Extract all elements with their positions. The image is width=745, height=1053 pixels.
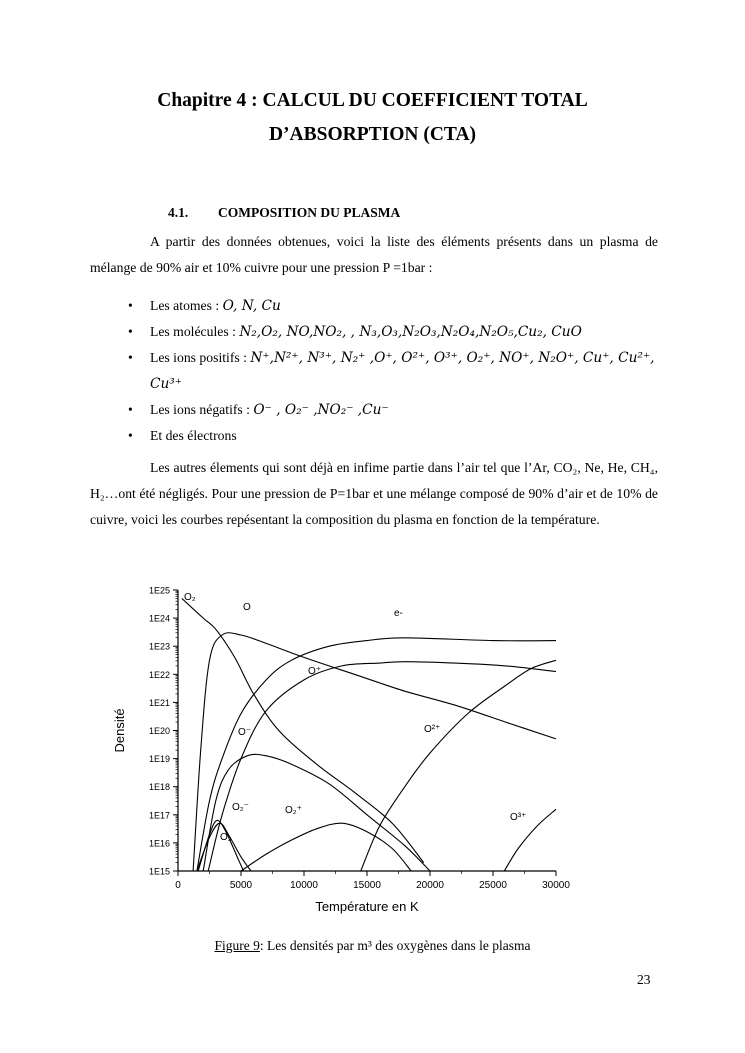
section-title: COMPOSITION DU PLASMA xyxy=(218,205,401,220)
y-tick-label: 1E19 xyxy=(148,754,170,765)
list-item: • Et des électrons xyxy=(128,423,668,449)
y-tick-label: 1E15 xyxy=(148,866,170,877)
x-tick-label: 15000 xyxy=(353,880,381,891)
list-item: • Les ions positifs : N⁺,N²⁺, N³⁺, N₂⁺ ,O⁺, O²⁺, O³⁺, O₂⁺, NO⁺, N₂O⁺, Cu⁺, Cu²⁺, Cu³⁺ xyxy=(128,345,668,397)
figure-caption xyxy=(0,938,745,954)
y-tick-label: 1E23 xyxy=(148,641,170,652)
chapter-title-line1: Chapitre 4 : CALCUL DU COEFFICIENT TOTAL xyxy=(157,90,588,111)
x-tick-label: 25000 xyxy=(479,880,507,891)
x-tick-label: 0 xyxy=(175,880,181,891)
figure-caption-text: : Les densités par m³ des oxygènes dans le plasma xyxy=(259,938,531,953)
y-tick-label: 1E20 xyxy=(148,726,170,736)
intro-paragraph: A partir des données obtenues, voici la liste des éléments présents dans un plasma de mélange de 90% air et 10% cuivre pour une pression P =1bar : xyxy=(90,234,658,275)
y-tick-label: 1E22 xyxy=(148,669,170,680)
x-axis-label: Température en K xyxy=(315,899,419,914)
curve-label-o3-: O³⁺ xyxy=(510,812,527,823)
list-item: • Les atomes : O, N, Cu xyxy=(128,293,668,319)
series-line-o- xyxy=(208,662,556,871)
x-tick-label: 5000 xyxy=(229,880,253,891)
chapter-title-line2: D’ABSORPTION (CTA) xyxy=(268,124,477,145)
y-tick-label: 1E25 xyxy=(148,585,170,596)
list-item: • Les ions négatifs : O⁻ , O₂⁻ ,NO₂⁻ ,Cu⁻ xyxy=(128,397,668,423)
section-number: 4.1. xyxy=(168,205,189,220)
y-axis-label: Densité xyxy=(112,708,127,753)
curve-label-o: O xyxy=(243,602,251,613)
x-tick-label: 30000 xyxy=(542,880,570,891)
curve-label-o2: O₂ xyxy=(184,592,196,603)
curve-label-o-: O⁻ xyxy=(238,727,252,738)
density-chart xyxy=(100,575,570,920)
element-list xyxy=(128,293,668,449)
y-tick-label: 1E24 xyxy=(148,613,170,624)
y-tick-label: 1E17 xyxy=(148,810,170,821)
curve-label-o3: O₃ xyxy=(220,832,232,843)
section-heading xyxy=(168,205,400,221)
y-tick-label: 1E18 xyxy=(148,782,170,793)
series-line-o2- xyxy=(361,660,556,871)
curve-label-o-: O⁺ xyxy=(308,666,322,677)
x-tick-label: 20000 xyxy=(416,880,444,891)
curve-label-o2-: O²⁺ xyxy=(424,724,441,735)
y-tick-label: 1E16 xyxy=(148,838,170,849)
list-item: • Les molécules : N₂,O₂, NO,NO₂, , N₃,O₃,N₂O₃,N₂O₄,N₂O₅,Cu₂, CuO xyxy=(128,319,668,345)
page-number: 23 xyxy=(637,972,651,987)
curve-label-e-: e- xyxy=(394,608,403,619)
y-tick-label: 1E21 xyxy=(148,697,170,708)
x-tick-label: 10000 xyxy=(290,880,318,891)
curve-label-o2-molecular-: O₂⁺ xyxy=(285,805,302,816)
body-paragraph: Les autres élements qui sont déjà en infime partie dans l’air tel que l’Ar, CO₂, Ne, He, CH₄, H₂…ont été négligés. Pour une pression de P=1bar et une mélange composé de 90% d’air et de 10% de cuivre, voici les courbes repésentant la composition du plasma en fonction de la température. xyxy=(90,460,658,527)
figure-label: Figure 9 xyxy=(214,938,260,953)
curve-label-o2-: O₂⁻ xyxy=(232,802,249,813)
